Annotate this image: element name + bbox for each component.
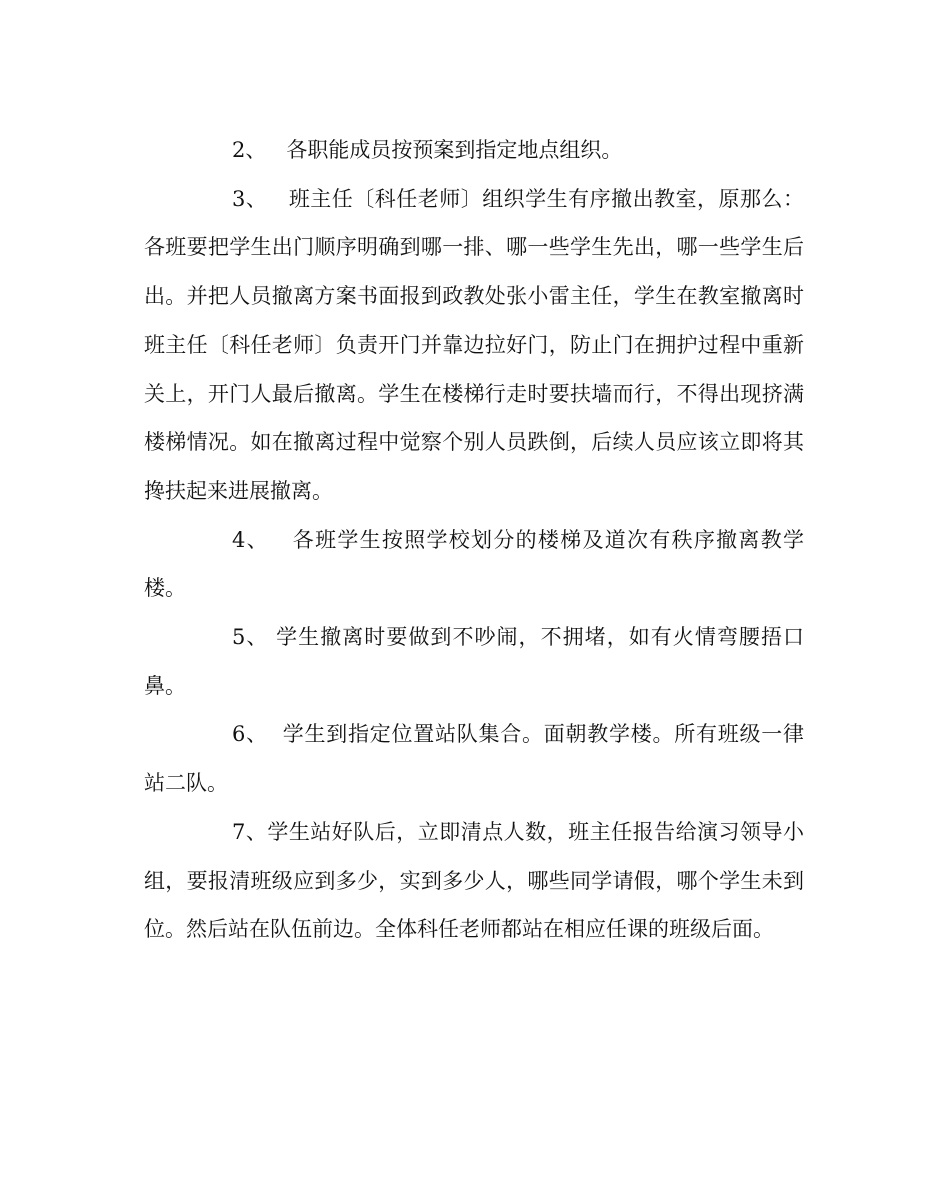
document-body xyxy=(144,126,804,954)
paragraph-item-6: 6、 学生到指定位置站队集合。面朝教学楼。所有班级一律站二队。 xyxy=(144,722,804,796)
paragraph-item-5: 5、 学生撤离时要做到不吵闹，不拥堵，如有火情弯腰捂口鼻。 xyxy=(144,625,804,698)
paragraph-item-4: 4、 各班学生按照学校划分的楼梯及道次有秩序撤离教学楼。 xyxy=(144,527,804,601)
paragraph-item-2: 2、 各职能成员按预案到指定地点组织。 xyxy=(232,138,623,162)
paragraph-item-7: 7、学生站好队后，立即清点人数，班主任报告给演习领导小组，要报清班级应到多少，实到多少人，哪些同学请假，哪个学生未到位。然后站在队伍前边。全体科任老师都站在相应任课的班级后面。 xyxy=(144,819,804,942)
paragraph-item-3: 3、 班主任〔科任老师〕组织学生有序撤出教室，原那么：各班要把学生出门顺序明确到哪一排、哪一些学生先出，哪一些学生后出。并把人员撤离方案书面报到政教处张小雷主任，学生在教室撤离时班主任〔科任老师〕负责开门并靠边拉好门，防止门在拥护过程中重新关上，开门人最后撤离。学生在楼梯行走时要扶墙而行，不得出现挤满楼梯情况。如在撤离过程中觉察个别人员跌倒，后续人员应该立即将其搀扶起来进展撤离。 xyxy=(144,186,804,503)
